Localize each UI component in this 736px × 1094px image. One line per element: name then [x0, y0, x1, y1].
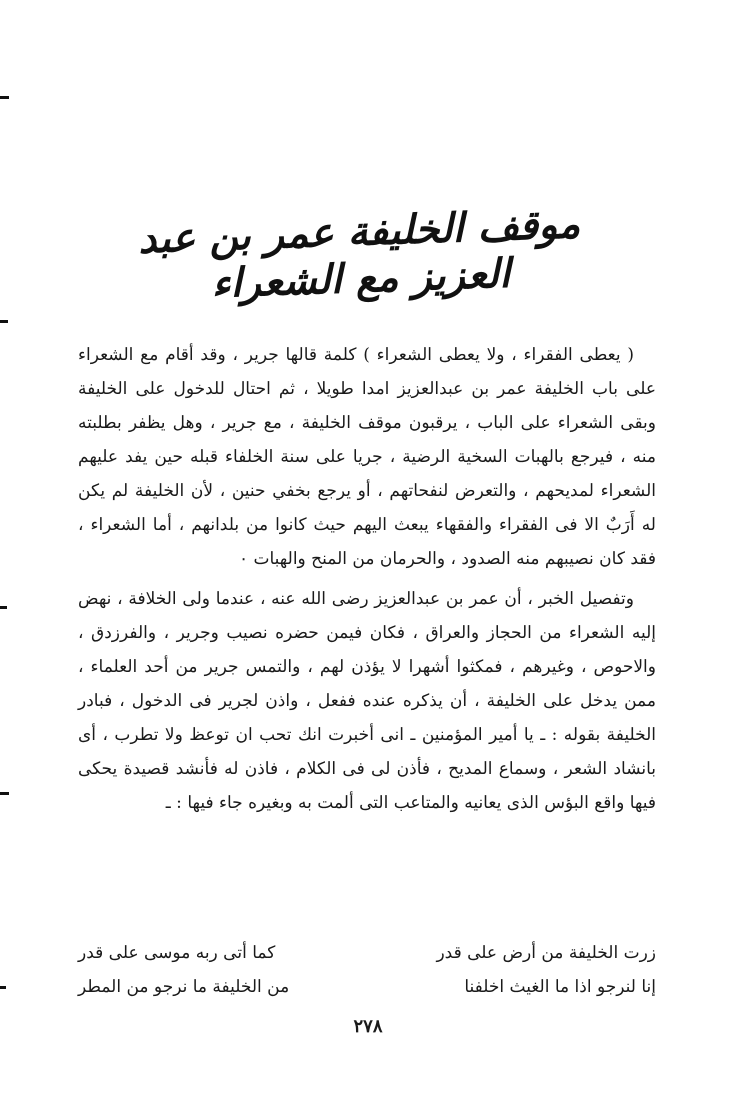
poem-verse — [78, 936, 656, 970]
scan-edge-mark — [0, 792, 9, 795]
poem-verse — [78, 970, 656, 1004]
poem — [78, 936, 656, 1004]
scan-edge-mark — [0, 320, 8, 323]
poem-second-hemistich: كما أتى ربه موسى على قدر — [78, 943, 276, 963]
poem-first-hemistich: إنا لنرجو اذا ما الغيث اخلفنا — [464, 977, 656, 997]
chapter-title: موقف الخليفة عمر بن عبد العزيز مع الشعراء — [137, 200, 581, 308]
scan-edge-mark — [0, 986, 6, 989]
poem-first-hemistich: زرت الخليفة من أرض على قدر — [436, 943, 656, 963]
page-number: ٢٧٨ — [353, 1016, 383, 1037]
paragraph: ( يعطى الفقراء ، ولا يعطى الشعراء ) كلمة قالها جرير ، وقد أقام مع الشعراء على باب الخليفة عمر بن عبدالعزيز امدا طويلا ، ثم احتال للدخول على الخليفة وبقى الشعراء على الباب ، يرقبون موقف الخليفة ، مع جرير ، وهل يظفر بطلبته منه ، فيرجع بالهبات السخية الرضية ، جريا على سنة الخلفاء قبله حين يفد عليهم الشعراء لمديحهم ، والتعرض لنفحاتهم ، أو يرجع بخفي حنين ، لأن الخليفة لم يكن له أَرَبٌ الا فى الفقراء والفقهاء يبعث اليهم حيث كانوا من بلدانهم ، أما الشعراء ، فقد كان نصيبهم منه الصدود ، والحرمان من المنح والهبات ٠ — [78, 345, 656, 569]
body-text — [78, 338, 656, 820]
scan-edge-mark — [0, 96, 9, 99]
poem-second-hemistich: من الخليفة ما نرجو من المطر — [78, 977, 290, 997]
paragraph: وتفصيل الخبر ، أن عمر بن عبدالعزيز رضى الله عنه ، عندما ولى الخلافة ، نهض إليه الشعراء من الحجاز والعراق ، فكان فيمن حضره نصيب وجرير ، والفرزدق ، والاحوص ، وغيرهم ، فمكثوا أشهرا لا يؤذن لهم ، والتمس جرير من أحد العلماء ، ممن يدخل على الخليفة ، أن يذكره عنده ففعل ، واذن لجرير فى الدخول ، فبادر الخليفة بقوله : ـ يا أمير المؤمنين ـ انى أخبرت انك تحب ان توعظ ولا تطرب ، أى بانشاد الشعر ، وسماع المديح ، فأذن لى فى الكلام ، فاذن له فأنشد قصيدة يحكى فيها واقع البؤس الذى يعانيه والمتاعب التى ألمت به وبغيره جاء فيها : ـ — [78, 589, 656, 813]
scan-edge-mark — [0, 606, 7, 609]
